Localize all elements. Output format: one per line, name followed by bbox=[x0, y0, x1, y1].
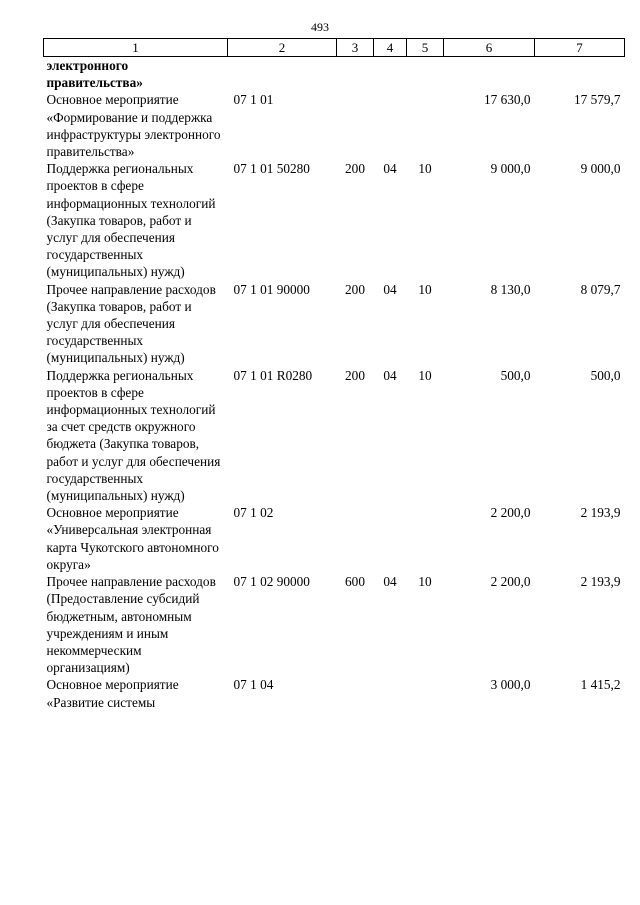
row-actual-amount: 2 193,9 bbox=[580, 505, 621, 521]
page-number: 493 bbox=[311, 20, 329, 34]
table-row bbox=[44, 160, 625, 280]
row-subsection bbox=[407, 676, 444, 710]
column-header-1: 1 bbox=[44, 39, 228, 57]
row-planned-amount: 500,0 bbox=[500, 367, 531, 383]
row-actual-amount: 500,0 bbox=[590, 367, 621, 383]
row-name: Прочее направление расходов (Предоставление субсидий бюджетным, автономным учреждениям и иным некоммерческим организациям) bbox=[46, 574, 216, 676]
column-header-4: 4 bbox=[374, 39, 407, 57]
row-subsection: 10 bbox=[418, 281, 432, 297]
row-expense-type bbox=[337, 91, 374, 160]
row-actual-amount: 1 415,2 bbox=[580, 677, 621, 693]
column-header-5: 5 bbox=[407, 39, 444, 57]
row-name: Прочее направление расходов (Закупка товаров, работ и услуг для обеспечения государственных (муниципальных) нужд) bbox=[46, 281, 216, 366]
row-section: 04 bbox=[383, 281, 397, 297]
row-code: 07 1 01 bbox=[233, 92, 274, 108]
column-header-6: 6 bbox=[444, 39, 535, 57]
row-code: 07 1 02 90000 bbox=[233, 574, 310, 590]
row-planned-amount: 8 130,0 bbox=[490, 281, 531, 297]
row-code: 07 1 02 bbox=[233, 505, 274, 521]
table-row bbox=[44, 281, 625, 367]
row-subsection bbox=[407, 57, 444, 92]
row-planned-amount: 2 200,0 bbox=[490, 574, 531, 590]
budget-table bbox=[43, 38, 625, 711]
row-planned-amount bbox=[444, 57, 535, 92]
row-expense-type: 600 bbox=[345, 574, 365, 590]
column-header-3: 3 bbox=[337, 39, 374, 57]
row-expense-type bbox=[337, 676, 374, 710]
row-actual-amount: 9 000,0 bbox=[580, 161, 621, 177]
row-actual-amount: 8 079,7 bbox=[580, 281, 621, 297]
row-expense-type: 200 bbox=[345, 281, 365, 297]
table-row bbox=[44, 504, 625, 573]
row-planned-amount: 3 000,0 bbox=[490, 677, 531, 693]
row-expense-type bbox=[337, 57, 374, 92]
row-actual-amount: 17 579,7 bbox=[573, 92, 621, 108]
row-name: Поддержка региональных проектов в сфере информационных технологий за счет средств окружного бюджета (Закупка товаров, работ и услуг для обеспечения государственных (муниципальных) нужд) bbox=[46, 367, 221, 504]
row-expense-type: 200 bbox=[345, 161, 365, 177]
row-subsection: 10 bbox=[418, 367, 432, 383]
header-row bbox=[44, 39, 625, 57]
table-row bbox=[44, 676, 625, 710]
row-section bbox=[374, 676, 407, 710]
row-actual-amount: 2 193,9 bbox=[580, 574, 621, 590]
row-code bbox=[228, 57, 337, 92]
row-code: 07 1 01 90000 bbox=[233, 281, 310, 297]
row-section: 04 bbox=[383, 367, 397, 383]
column-header-2: 2 bbox=[228, 39, 337, 57]
table-row bbox=[44, 573, 625, 676]
row-expense-type: 200 bbox=[345, 367, 365, 383]
row-name: Основное мероприятие «Развитие системы bbox=[46, 677, 179, 710]
row-name: Основное мероприятие «Универсальная электронная карта Чукотского автономного округа» bbox=[46, 505, 219, 572]
table-row bbox=[44, 57, 625, 92]
row-code: 07 1 01 R0280 bbox=[233, 367, 313, 383]
row-planned-amount: 17 630,0 bbox=[483, 92, 531, 108]
table-row bbox=[44, 91, 625, 160]
row-section: 04 bbox=[383, 161, 397, 177]
column-header-7: 7 bbox=[535, 39, 625, 57]
row-section bbox=[374, 57, 407, 92]
row-subsection: 10 bbox=[418, 574, 432, 590]
row-section bbox=[374, 504, 407, 573]
row-planned-amount: 9 000,0 bbox=[490, 161, 531, 177]
row-planned-amount: 2 200,0 bbox=[490, 505, 531, 521]
row-actual-amount bbox=[535, 57, 625, 92]
row-name: электронного правительства» bbox=[46, 58, 143, 91]
row-code: 07 1 01 50280 bbox=[233, 161, 310, 177]
row-subsection: 10 bbox=[418, 161, 432, 177]
table-row bbox=[44, 367, 625, 505]
row-expense-type bbox=[337, 504, 374, 573]
row-subsection bbox=[407, 504, 444, 573]
row-code: 07 1 04 bbox=[233, 677, 274, 693]
table-body bbox=[44, 57, 625, 711]
row-section: 04 bbox=[383, 574, 397, 590]
row-name: Основное мероприятие «Формирование и поддержка инфраструктуры электронного правительства» bbox=[46, 92, 221, 160]
row-subsection bbox=[407, 91, 444, 160]
row-section bbox=[374, 91, 407, 160]
row-name: Поддержка региональных проектов в сфере информационных технологий (Закупка товаров, работ и услуг для обеспечения государственных (муниципальных) нужд) bbox=[46, 161, 216, 280]
